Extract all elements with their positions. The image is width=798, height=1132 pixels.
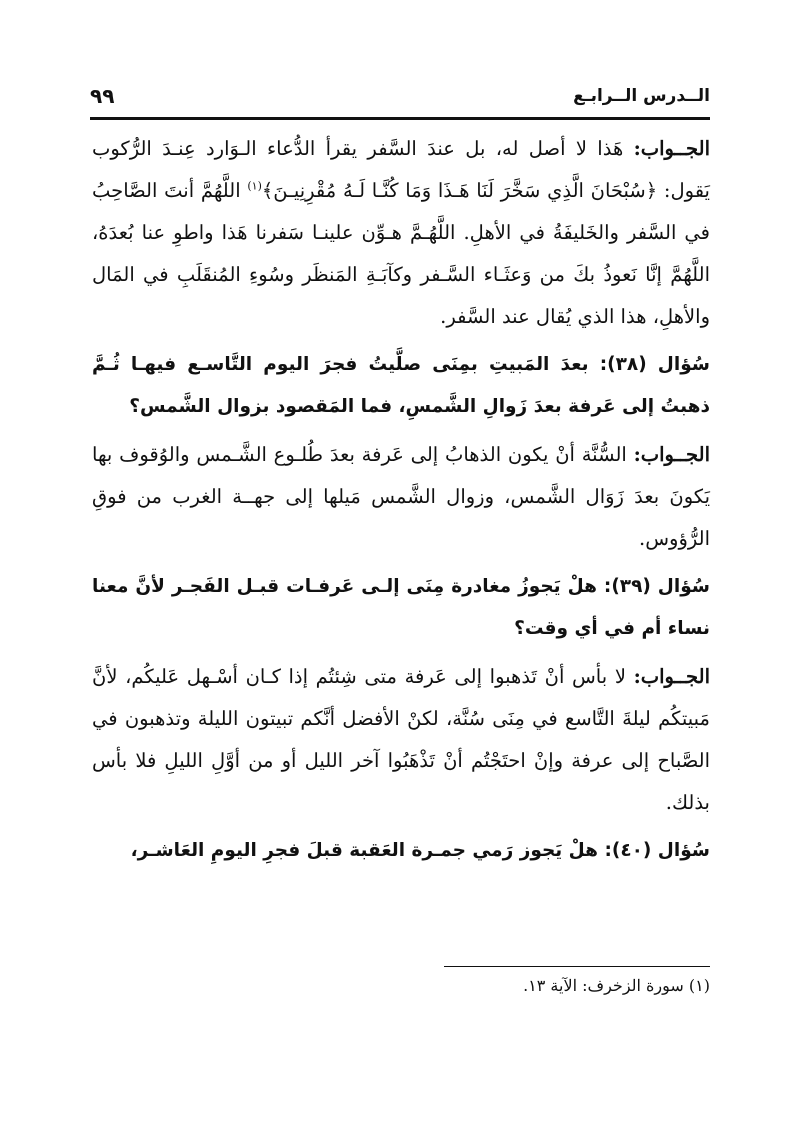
question-38-paragraph [92, 344, 710, 428]
footnote: (١) سورة الزخرف: الآية ١٣. [523, 976, 710, 995]
answer-39-paragraph [92, 656, 710, 824]
answer-label: الجــواب: [633, 665, 710, 688]
page-number: ٩٩ [90, 84, 115, 108]
question-label: سُؤال (٣٨): [599, 354, 710, 375]
answer-label: الجــواب: [633, 443, 710, 466]
header-divider [90, 117, 710, 120]
answer-37-paragraph [92, 128, 710, 338]
answer-text-continued: اللَّهُمَّ أنتَ الصَّاحِبُ في السَّفر والخَليفَةُ في الأهلِ. اللَّهُـمَّ هـوِّن علينـا سَفرنا هَذا واطوِ عنا بُعدَهُ، اللَّهُمَّ إنَّا نَعوذُ بكَ من وَعثَـاء السَّـفر وكآبَـةِ المَنظَر وسُوءِ المُنقَلَبِ في المَال والأهلِ، هذا الذي يُقال عند السَّفر. [92, 179, 710, 328]
answer-text: السُّنَّة أنْ يكون الذهابُ إلى عَرفة بعدَ طُلـوع الشَّـمس والوُقوف بها يَكونَ بعدَ زَوَال الشَّمس، وزوال الشَّمس مَيلها إلى جهــة الغرب من فوقِ الرُّؤوس. [92, 443, 710, 550]
question-text: هلْ يَجوز رَمي جمـرة العَقبة قبلَ فجرِ اليومِ العَاشـر، [130, 840, 605, 861]
answer-text: هَذا لا أصل له، بل عندَ السَّفر يقرأ الدُّعاء الـوَارد عِنـدَ الرُّكوب يَقول: ﴿سُبْحَانَ الَّذِي سَخَّرَ لَنَا هَـذَا وَمَا كُنَّـا لَـهُ مُقْرِنِيـنَ﴾ [92, 137, 710, 202]
footnote-divider [444, 966, 710, 967]
page-header [90, 86, 710, 116]
question-text: هلْ يَجوزُ مغادرة مِنَى إلـى عَرفـات قبـل الفَجـر لأنَّ معنا نساء أم في أي وقت؟ [92, 576, 710, 639]
footnote-reference: (١) [247, 179, 262, 193]
answer-38-paragraph [92, 434, 710, 560]
answer-label: الجــواب: [633, 137, 710, 160]
question-text: بعدَ المَبيتِ بمِنَى صلَّيتُ فجرَ اليوم التَّاسـع فيهـا ثُـمَّ ذهبتُ إلى عَرفة بعدَ زَوالِ الشَّمسِ، فما المَقصود بزوال الشَّمس؟ [92, 354, 710, 417]
page-body [92, 128, 710, 878]
question-39-paragraph [92, 566, 710, 650]
answer-text: لا بأس أنْ تَذهبوا إلى عَرفة متى شِئتُم إذا كـان أسْـهل عَليكُم، لأنَّ مَبيتكُم ليلةَ التَّاسع في مِنَى سُنَّة، لكنْ الأفضل أنَّكم تبيتون الليلة وتذهبون في الصَّباح إلى عرفة وإنْ احتَجْتُم أنْ تَذْهَبُوا آخر الليل أو من أوَّلِ الليلِ فلا بأس بذلك. [92, 665, 710, 814]
question-label: سُؤال (٤٠): [604, 840, 710, 861]
question-40-paragraph [92, 830, 710, 872]
lesson-title: الــدرس الــرابـع [573, 86, 710, 106]
question-label: سُؤال (٣٩): [603, 576, 710, 597]
